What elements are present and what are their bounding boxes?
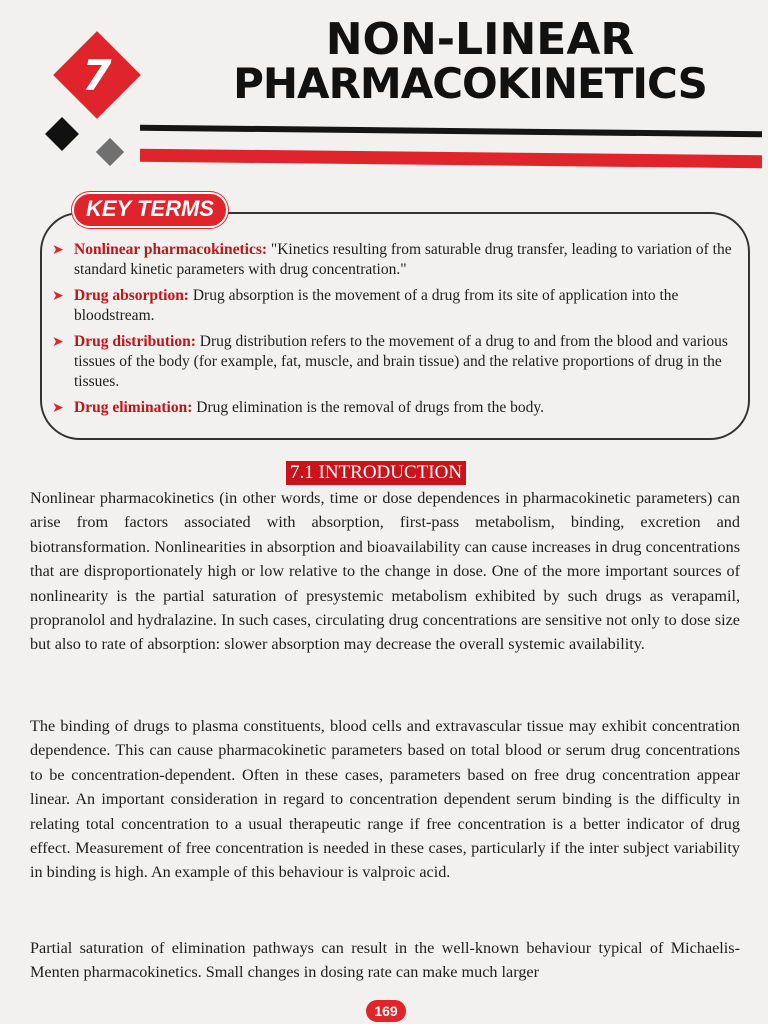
chapter-title-line2: PHARMACOKINETICS [233,58,707,108]
arrow-bullet-icon: ➤ [52,242,64,258]
decorative-black-diamond [45,117,79,151]
key-term: Drug elimination: [74,399,193,416]
key-term-item [52,286,742,326]
key-term-definition: Drug distribution refers to the movement of a drug to and from the blood and various tissues of the body (for example, fat, muscle, and brain tissue) and the relative proportions of drug in the tissues. [74,333,728,390]
key-term-item [52,332,742,392]
arrow-bullet-icon: ➤ [52,288,64,304]
title-underline-red [140,149,762,169]
key-term-definition: Drug absorption is the movement of a drug from its site of application into the bloodstream. [74,287,679,324]
key-term: Drug distribution: [74,333,196,350]
key-term-item [52,240,742,280]
body-paragraph: Nonlinear pharmacokinetics (in other words, time or dose dependences in pharmacokinetic parameters) can arise from factors associated with absorption, first-pass metabolism, binding, excretion and biotransformation. Nonlinearities in absorption and bioavailability can cause increases in drug concentrations that are disproportionately high or low relative to the change in dose. One of the more important sources of nonlinearity is the partial saturation of presystemic metabolism exhibited by such drugs as verapamil, propranolol and hydralazine. In such cases, circulating drug concentrations are sensitive not only to dose size but also to rate of absorption: slower absorption may decrease the overall systemic availability. [30,489,740,654]
key-term: Drug absorption: [74,287,189,304]
section-heading: 7.1 INTRODUCTION [286,461,466,485]
body-paragraph: Partial saturation of elimination pathways can result in the well-known behaviour typical of Michaelis-Menten pharmacokinetics. Small changes in dosing rate can make much larger [30,939,740,982]
body-paragraph: The binding of drugs to plasma constituents, blood cells and extravascular tissue may exhibit concentration dependence. This can cause pharmacokinetic parameters based on total blood or serum drug concentrations to be concentration-dependent. Often in these cases, parameters based on free drug concentration appear linear. An important consideration in regard to concentration dependent serum binding is the difficulty in relating total concentration to a usual therapeutic range if free concentration is a better indicator of drug effect. Measurement of free concentration is needed in these cases, particularly if the inter subject variability in binding is high. An example of this behaviour is valproic acid. [30,717,740,882]
chapter-title [200,14,740,108]
key-terms-label: KEY TERMS [72,192,228,228]
key-term-definition: "Kinetics resulting from saturable drug transfer, leading to variation of the standard kinetic parameters with drug concentration." [74,241,732,278]
chapter-number: 7 [82,50,112,100]
arrow-bullet-icon: ➤ [52,400,64,416]
key-terms-list [52,240,742,424]
title-underline-black [140,125,762,138]
decorative-grey-diamond [96,138,124,166]
key-term-definition: Drug elimination is the removal of drugs from the body. [192,399,544,416]
key-term-item [52,398,742,418]
chapter-title-line1: NON-LINEAR [325,14,635,65]
arrow-bullet-icon: ➤ [52,334,64,350]
key-term: Nonlinear pharmacokinetics: [74,241,268,258]
page-number: 169 [366,1000,406,1022]
